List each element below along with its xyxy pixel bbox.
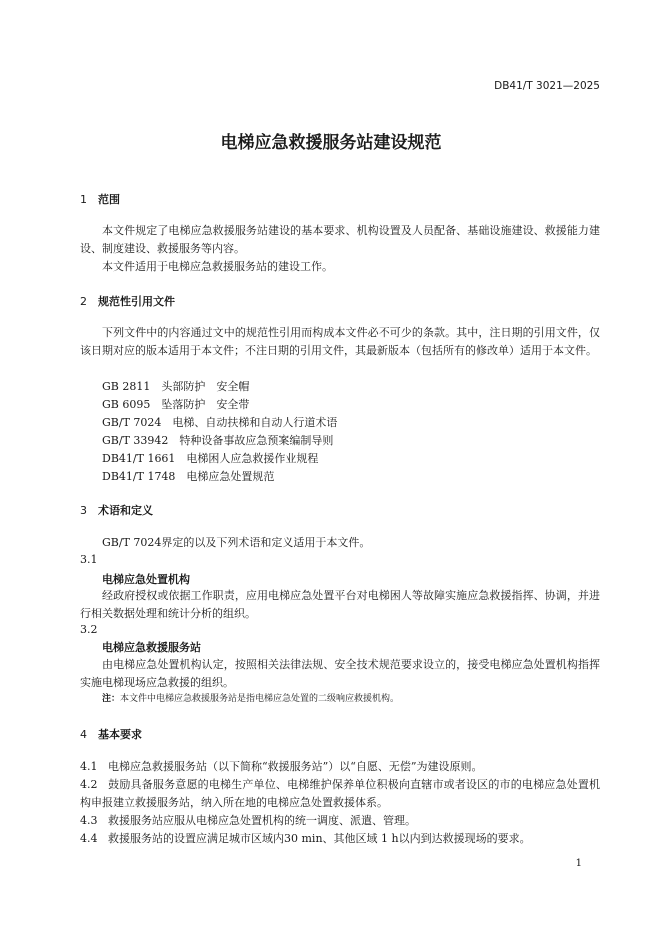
section-title: 术语和定义 [98,504,153,517]
reference-item: DB41/T 1748 电梯应急处置规范 [102,470,275,483]
clause-text: 电梯应急救援服务站（以下简称“救援服务站”）以“自愿、无偿”为建设原则。 [108,760,483,773]
section-number: 4 [80,728,87,741]
section-1-paragraph-1: 本文件规定了电梯应急救援服务站建设的基本要求、机构设置及人员配备、基础设施建设、救援能力建设、制度建设、救援服务等内容。 [80,224,600,255]
document-title: 电梯应急救援服务站建设规范 [220,133,442,153]
section-1-heading [80,191,120,207]
reference-item: DB41/T 1661 电梯困人应急救援作业规程 [102,452,319,465]
section-number: 1 [80,193,87,206]
section-1-paragraph-2: 本文件适用于电梯应急救援服务站的建设工作。 [102,260,333,273]
clause-text: 救援服务站的设置应满足城市区域内30 min、其他区域 1 h以内到达救援现场的要求。 [108,832,531,845]
term-title: 电梯应急救援服务站 [102,641,201,654]
clause-4-4 [80,830,600,848]
reference-item: GB 6095 坠落防护 安全带 [102,398,250,411]
section-number: 3 [80,504,87,517]
reference-item: GB 2811 头部防护 安全帽 [102,380,250,393]
term-title: 电梯应急处置机构 [102,573,190,586]
term-definition: 经政府授权或依据工作职责，应用电梯应急处置平台对电梯困人等故障实施应急救援指挥、协调，并进行相关数据处理和统计分析的组织。 [80,589,600,620]
section-3-paragraph-1: GB/T 7024界定的以及下列术语和定义适用于本文件。 [102,536,371,549]
section-title: 规范性引用文件 [98,295,175,308]
section-number: 2 [80,295,87,308]
clause-4-3 [80,812,600,830]
term-number: 3.1 [80,553,98,566]
document-code: DB41/T 3021—2025 [494,80,600,92]
section-2-heading [80,293,175,309]
section-4-heading [80,726,142,742]
section-2-paragraph-1: 下列文件中的内容通过文中的规范性引用而构成本文件必不可少的条款。其中，注日期的引用文件，仅该日期对应的版本适用于本文件；不注日期的引用文件，其最新版本（包括所有的修改单）适用于本文件。 [80,326,600,357]
section-3-heading [80,502,153,518]
note-text: 本文件中电梯应急救援服务站是指电梯应急处置的二级响应救援机构。 [120,694,400,704]
clause-4-2 [80,776,600,812]
reference-item: GB/T 7024 电梯、自动扶梯和自动人行道术语 [102,416,338,429]
clause-4-1 [80,758,600,776]
section-title: 范围 [98,193,120,206]
page-number: 1 [575,858,582,869]
clause-number: 4.1 [80,760,98,773]
note [102,691,399,704]
reference-item: GB/T 33942 特种设备事故应急预案编制导则 [102,434,334,447]
note-label: 注： [102,694,121,704]
clause-text: 鼓励具备服务意愿的电梯生产单位、电梯维护保养单位积极向直辖市或者设区的市的电梯应急处置机构申报建立救援服务站，纳入所在地的电梯应急处置救援体系。 [80,778,600,809]
clause-text: 救援服务站应服从电梯应急处置机构的统一调度、派遣、管理。 [108,814,416,827]
clause-number: 4.2 [80,778,98,791]
term-definition: 由电梯应急处置机构认定，按照相关法律法规、安全技术规范要求设立的，接受电梯应急处置机构指挥实施电梯现场应急救援的组织。 [80,658,600,689]
term-number: 3.2 [80,623,98,636]
clause-number: 4.4 [80,832,98,845]
clause-number: 4.3 [80,814,98,827]
section-title: 基本要求 [98,728,142,741]
